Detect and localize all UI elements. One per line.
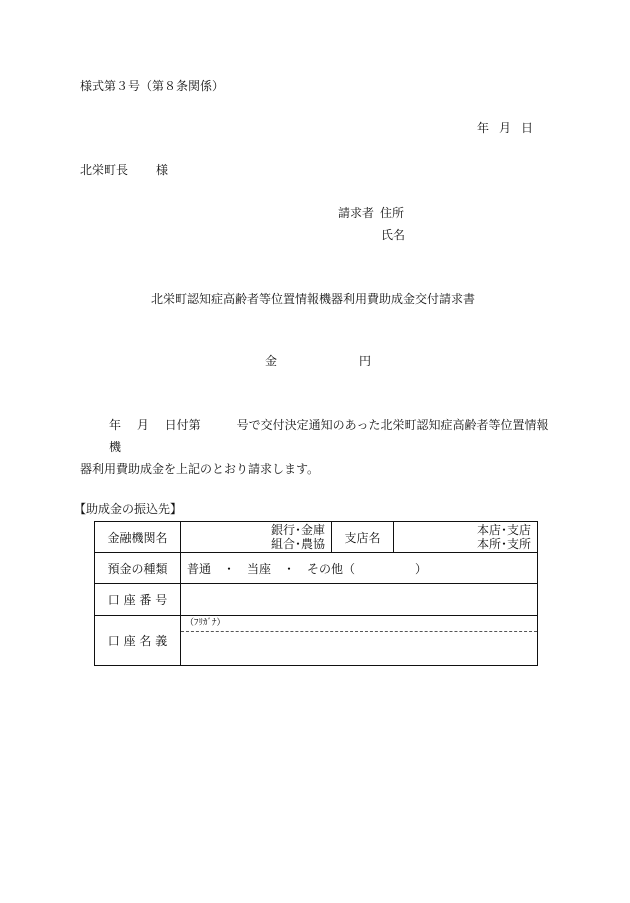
account-number-label: 口 座 番 号: [95, 584, 181, 616]
body-line-2: 器利用費助成金を上記のとおり請求します。: [80, 462, 320, 476]
account-name-row: [95, 616, 538, 666]
form-number: 様式第３号（第８条関係）: [80, 79, 225, 93]
addressee-name: 北栄町長: [80, 163, 129, 177]
date-year: 年: [477, 121, 490, 135]
institution-types-2: 組合･農協: [270, 537, 325, 551]
amount-line: [265, 354, 371, 368]
amount-yen: 円: [359, 354, 372, 368]
addressee: [80, 163, 168, 177]
institution-row: [95, 522, 538, 553]
account-number-field[interactable]: [181, 584, 538, 616]
institution-name-field[interactable]: [181, 522, 332, 553]
amount-kin: 金: [265, 354, 278, 368]
branch-label: 支店名: [332, 522, 394, 553]
addressee-honorific: 様: [156, 163, 169, 177]
deposit-type-row: [95, 553, 538, 584]
requester-name-label: 氏名: [381, 228, 406, 242]
date-day: 日: [521, 121, 534, 135]
account-name-input[interactable]: [181, 632, 537, 665]
body-line-1: 年 月 日付第 号で交付決定通知のあった北栄町認知症高齢者等位置情報機: [109, 418, 549, 454]
date-line: [477, 121, 533, 135]
bank-section-heading: 【助成金の振込先】: [74, 502, 183, 516]
deposit-type-options[interactable]: 普通 ・ 当座 ・ その他（ ）: [181, 553, 538, 584]
date-month: 月: [499, 121, 512, 135]
body-text: [80, 414, 560, 480]
deposit-type-label: 預金の種類: [95, 553, 181, 584]
institution-label: 金融機関名: [95, 522, 181, 553]
branch-types-1: 本店･支店: [476, 523, 531, 537]
furigana-label: （ﾌﾘｶﾞﾅ）: [181, 616, 537, 632]
requester-label: 請求者: [338, 206, 375, 220]
branch-types-2: 本所･支所: [476, 537, 531, 551]
institution-types-1: 銀行･金庫: [270, 523, 325, 537]
requester-address-label: 住所: [380, 206, 405, 220]
account-name-field[interactable]: [181, 616, 538, 666]
account-number-row: [95, 584, 538, 616]
bank-transfer-table: [94, 521, 538, 666]
branch-name-field[interactable]: [394, 522, 538, 553]
document-title: 北栄町認知症高齢者等位置情報機器利用費助成金交付請求書: [151, 292, 476, 306]
requester-address-line: [338, 206, 404, 220]
account-name-label: 口 座 名 義: [95, 616, 181, 666]
